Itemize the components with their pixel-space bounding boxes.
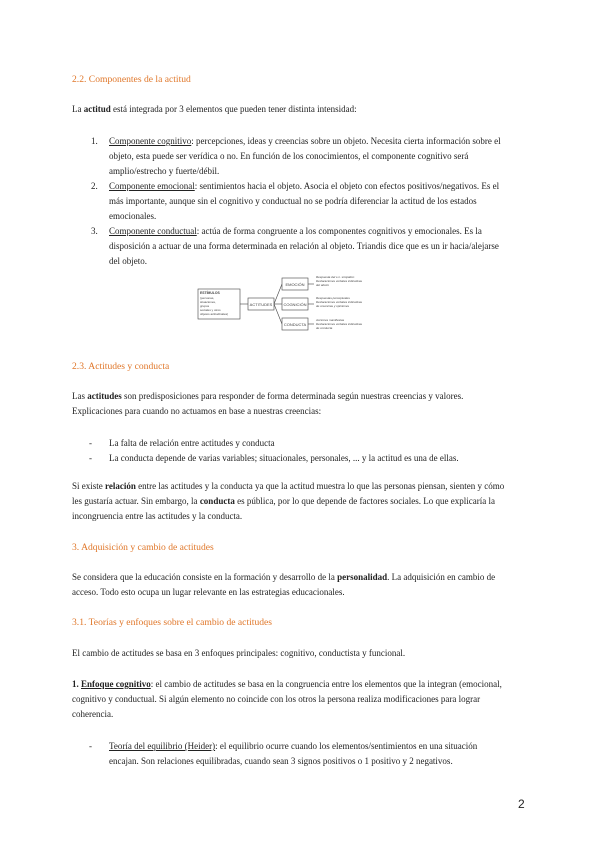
list-number: 2. [91,181,98,191]
bullet-dash: - [89,741,92,751]
paragraph-actitud-intro [72,102,528,117]
text: incongruencia entre las actitudes y la conducta. [72,511,243,521]
arrow [274,284,282,304]
attitude-components-diagram [196,271,406,335]
text: Se considera que la educación consiste en la formación y desarrollo de la [72,572,338,582]
text: : el cambio de actitudes se basa en la congruencia entre los elementos que la integran (emocional, [150,679,502,689]
text: Las [72,391,88,401]
section-heading-2-3: 2.3. Actitudes y conducta [72,361,170,372]
section-heading-3-1: 3.1. Teorías y enfoques sobre el cambio de actitudes [72,617,273,628]
bullet-item-teoria [89,739,529,769]
text: son predisposiciones para responder de forma determinada según nuestras creencias y valores. [121,391,464,401]
text: cognitivo y conductual. Si algún elemento no coincide con los otros la persona realiza modificaciones para lograr [72,694,481,704]
text: es pública, por lo que depende de factores sociales. Lo que explicaría la [234,496,495,506]
list-item-1 [91,134,529,179]
paragraph-educacion [72,570,528,600]
text: está integrada por 3 elementos que pueden tener distinta intensidad: [110,104,357,114]
arrow [274,304,282,324]
stimuli-line: sociales y otros [200,308,221,312]
cognicion-note: Respuestas perceptuales [316,296,350,300]
bold-term: conducta [199,496,235,506]
list-number: 1. [91,136,98,146]
bullet-item-1 [89,436,529,451]
bold-term: actitudes [87,391,122,401]
conducta-note: Acciones manifiestas [316,318,345,322]
section-heading-2-2: 2.2. Componentes de la actitud [72,74,191,85]
text: : sentimientos hacia el objeto. Asocia el objeto con efectos positivos/negativos. Es el [194,181,500,191]
text: Si existe [72,481,105,491]
text: disposición a actuar de una forma determinada en relación al objeto. Triandis dice que es un ir hacia/alejarse [109,241,499,251]
text: emocionales. [109,211,157,221]
conducta-note: de conducta [316,326,333,330]
emocion-label: EMOCIÓN [285,282,305,287]
bullet-dash: - [89,453,92,463]
text: La falta de relación entre actitudes y conducta [109,438,275,448]
text: acceso. Todo esto ocupa un lugar relevante en las estrategias educacionales. [72,587,345,597]
list-number: 3. [91,226,98,236]
underlined-bold-term: Enfoque cognitivo [81,679,151,689]
text: encajan. Son relaciones equilibradas, cuando sean 3 signos positivos o 1 positivo y 2 negativos. [109,756,453,766]
text: : el equilibrio ocurre cuando los elementos/sentimientos en una situación [215,741,478,751]
cognicion-note: Declaraciones verbales indicativas [316,300,363,304]
emocion-note: Declaraciones verbales indicativas [316,279,363,283]
emocion-note: del afecto [316,283,330,287]
bold-term: actitud [83,104,111,114]
list-item-3 [91,224,529,269]
bold-term: personalidad [337,572,388,582]
stimuli-line: (personas, [200,296,215,300]
cognicion-label: COGNICIÓN [283,302,307,307]
text: : actúa de forma congruente a los componentes cognitivos y emocionales. Es la [196,226,482,236]
text: del objeto. [109,256,147,266]
underlined-term: Componente conductual [109,226,197,236]
conducta-label: CONDUCTA [283,322,307,327]
section-heading-3: 3. Adquisición y cambio de actitudes [72,542,214,553]
bold-number: 1. [72,679,81,689]
text: . La adquisición en cambio de [387,572,496,582]
text: Explicaciones para cuando no actuamos en base a nuestras creencias: [72,406,322,416]
text: : percepciones, ideas y creencias sobre un objeto. Necesita cierta información sobre el [191,136,501,146]
text: les gustaría actuar. Sin embargo, la [72,496,200,506]
stimuli-line: situaciones, [200,300,216,304]
paragraph-enfoque-cognitivo [72,677,528,722]
text: La [72,104,84,114]
bullet-dash: - [89,438,92,448]
page-number: 2 [518,797,525,811]
text: amplio/estrecho y fuerte/débil. [109,166,220,176]
text: más importante, aunque sin el cognitivo y conductual no se podría diferenciar la actitud de los estados [109,196,477,206]
underlined-term: Componente emocional [109,181,195,191]
underlined-term: Componente cognitivo [109,136,192,146]
bullet-item-2 [89,451,529,466]
stimuli-label: ESTÍMULOS [200,291,220,295]
paragraph-relacion [72,479,528,524]
text: entre las actitudes y la conducta ya que la actitud muestra lo que las personas piensan, sienten y cómo [135,481,505,491]
text: La conducta depende de varias variables; situacionales, personales, ... y la actitud es una de ellas. [109,453,459,463]
paragraph-cambio: El cambio de actitudes se basa en 3 enfoques principales: cognitivo, conductista y funcional. [72,648,406,658]
stimuli-line: grupos [200,304,210,308]
text: coherencia. [72,709,114,719]
emocion-note: Respuesta del s.n. simpático [316,275,355,279]
conducta-note: Declaraciones verbales indicativas [316,322,363,326]
paragraph-actitudes [72,389,528,419]
list-item-2 [91,179,529,224]
stimuli-line: objetos actitudinales) [200,312,229,316]
underlined-term: Teoría del equilibrio (Heider) [109,741,216,751]
cognicion-note: de creencias y opiniones [316,304,350,308]
bold-term: relación [105,481,136,491]
actitudes-label: ACTITUDES [249,302,273,307]
text: objeto, esta puede ser verídica o no. En función de los conocimientos, el componente cognitivo será [109,151,469,161]
